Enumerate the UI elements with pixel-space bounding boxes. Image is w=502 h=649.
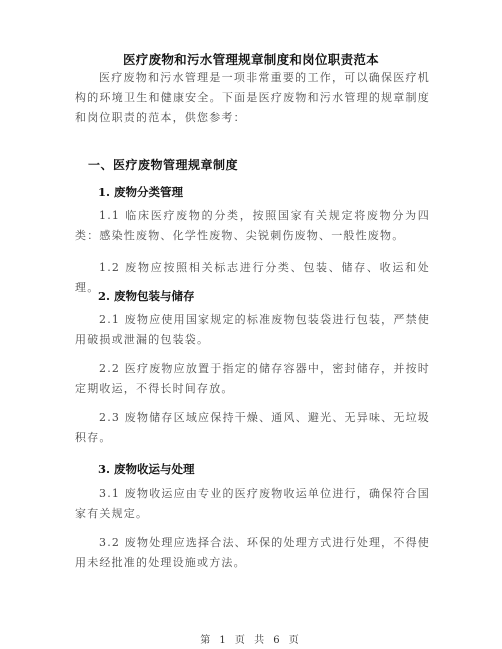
paragraph-3-2: 3.2 废物处理应选择合法、环保的处理方式进行处理，不得使用未经批准的处理设施或方法。	[75, 536, 430, 569]
paragraph-2-3: 2.3 废物储存区域应保持干燥、通风、避光、无异味、无垃圾积存。	[75, 411, 430, 444]
subsection-heading-3: 3. 废物收运与处理	[98, 462, 195, 476]
section-heading-1: 一、医疗废物管理规章制度	[88, 158, 239, 172]
page-number: 第 1 页 共 6 页	[200, 635, 302, 646]
paragraph-2-1: 2.1 废物应使用国家规定的标准废物包装袋进行包装，严禁使用破损或泄漏的包装袋。	[75, 313, 430, 346]
subsection-heading-2: 2. 废物包装与储存	[98, 289, 195, 303]
subsection-heading-1: 1. 废物分类管理	[98, 185, 184, 199]
paragraph-2-2: 2.2 医疗废物应放置于指定的储存容器中，密封储存，并按时定期收运，不得长时间存放。	[75, 362, 430, 395]
paragraph-1-2: 1.2 废物应按照相关标志进行分类、包装、储存、收运和处理。	[75, 261, 430, 294]
intro-paragraph: 医疗废物和污水管理是一项非常重要的工作，可以确保医疗机构的环境卫生和健康安全。下面是医疗废物和污水管理的规章制度和岗位职责的范本，供您参考：	[75, 71, 430, 124]
paragraph-1-1: 1.1 临床医疗废物的分类，按照国家有关规定将废物分为四类：感染性废物、化学性废物、尖锐刺伤废物、一般性废物。	[75, 209, 430, 242]
document-title: 医疗废物和污水管理规章制度和岗位职责范本	[122, 52, 379, 67]
paragraph-3-1: 3.1 废物收运应由专业的医疗废物收运单位进行，确保符合国家有关规定。	[75, 487, 430, 520]
